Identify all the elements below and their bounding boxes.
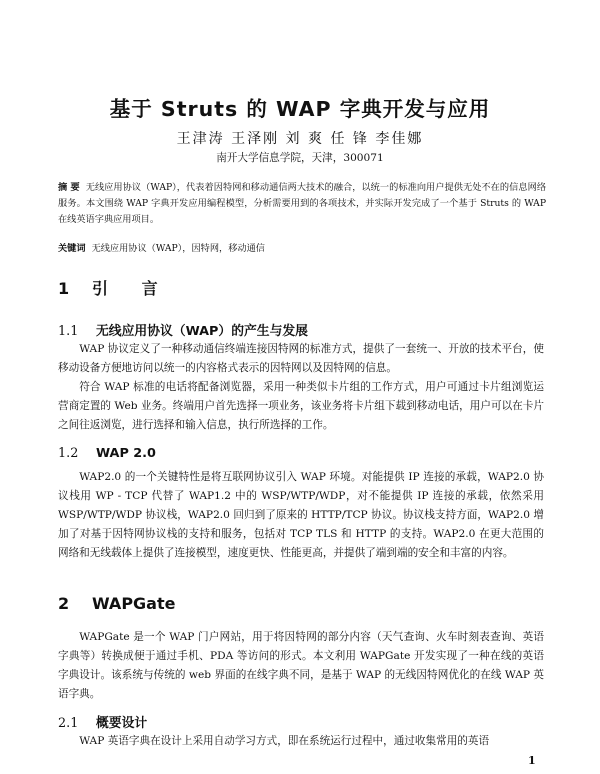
section-heading	[58, 594, 175, 613]
paragraph: WAP 协议定义了一种移动通信终端连接因特网的标准方式，提供了一套统一、开放的技术平台，使移动设备方便地访问以统一的内容格式表示的因特网以及因特网的信息。	[58, 343, 544, 374]
subsection-number: 2.1	[58, 716, 79, 731]
keywords-label: 关键词	[58, 243, 86, 254]
subsection-number: 1.1	[58, 324, 79, 339]
keywords	[58, 240, 546, 254]
paragraph: WAP2.0 的一个关键特性是将互联网协议引入 WAP 环境。对能提供 IP 连接的承载，WAP2.0 协议栈用 WP - TCP 代替了 WAP1.2 中的 WSP/WTP/WDP，对不能提供 IP 连接的承载，依然采用 WSP/WTP/WDP 协议栈，WAP2.0 回归到了原来的 HTTP/TCP 协议。协议栈支持方面，WAP2.0 增加了对基于因特网协议栈的支持和服务，包括对 TCP TLS 和 HTTP 的支持。WAP2.0 在更大范围的网络和无线载体上提供了连接模型，速度更快、性能更高，并提供了端到端的安全和丰富的内容。	[58, 471, 544, 559]
paragraph: 符合 WAP 标准的电话将配备浏览器，采用一种类似卡片组的工作方式，用户可通过卡片组浏览运营商定置的 Web 业务。终端用户首先选择一项业务，该业务将卡片组下载到移动电话，用户可以在卡片之间往返浏览，进行选择和输入信息，执行所选择的工作。	[58, 381, 544, 431]
subsection-heading	[58, 446, 156, 461]
section-heading	[58, 276, 172, 299]
affiliation: 南开大学信息学院，天津，300071	[216, 152, 384, 164]
section-title: 引 言	[92, 279, 172, 298]
section-number: 1	[58, 279, 70, 298]
abstract	[58, 180, 546, 228]
abstract-text: 无线应用协议（WAP），代表着因特网和移动通信两大技术的融合，以统一的标准向用户提供无处不在的信息网络服务。本文围绕 WAP 字典开发应用编程模型，分析需要用到的各项技术，并实际开发完成了一个基于 Struts 的 WAP 在线英语字典应用项目。	[58, 182, 547, 225]
section-title: WAPGate	[92, 594, 176, 613]
abstract-label: 摘 要	[58, 182, 80, 193]
subsection-number: 1.2	[58, 446, 79, 461]
author-list: 王津涛 王泽刚 刘 爽 任 锋 李佳娜	[176, 131, 424, 147]
keywords-text: 无线应用协议（WAP），因特网，移动通信	[91, 243, 265, 254]
page-number: 1	[528, 754, 536, 767]
subsection-title: WAP 2.0	[96, 446, 156, 461]
paragraph: WAP 英语字典在设计上采用自动学习方式，即在系统运行过程中，通过收集常用的英语	[79, 735, 490, 747]
paper-title: 基于 Struts 的 WAP 字典开发与应用	[109, 97, 491, 121]
section-number: 2	[58, 594, 70, 613]
subsection-title: 无线应用协议（WAP）的产生与发展	[96, 324, 308, 339]
subsection-heading	[58, 320, 308, 339]
subsection-title: 概要设计	[96, 716, 148, 731]
paragraph: WAPGate 是一个 WAP 门户网站，用于将因特网的部分内容（天气查询、火车时刻表查询、英语字典等）转换成便于通过手机、PDA 等访问的形式。本文利用 WAPGate 开发实现了一种在线的英语字典设计。该系统与传统的 web 界面的在线字典不同，是基于 WAP 的无线因特网优化的在线 WAP 英语字典。	[58, 631, 544, 700]
subsection-heading	[58, 712, 147, 731]
